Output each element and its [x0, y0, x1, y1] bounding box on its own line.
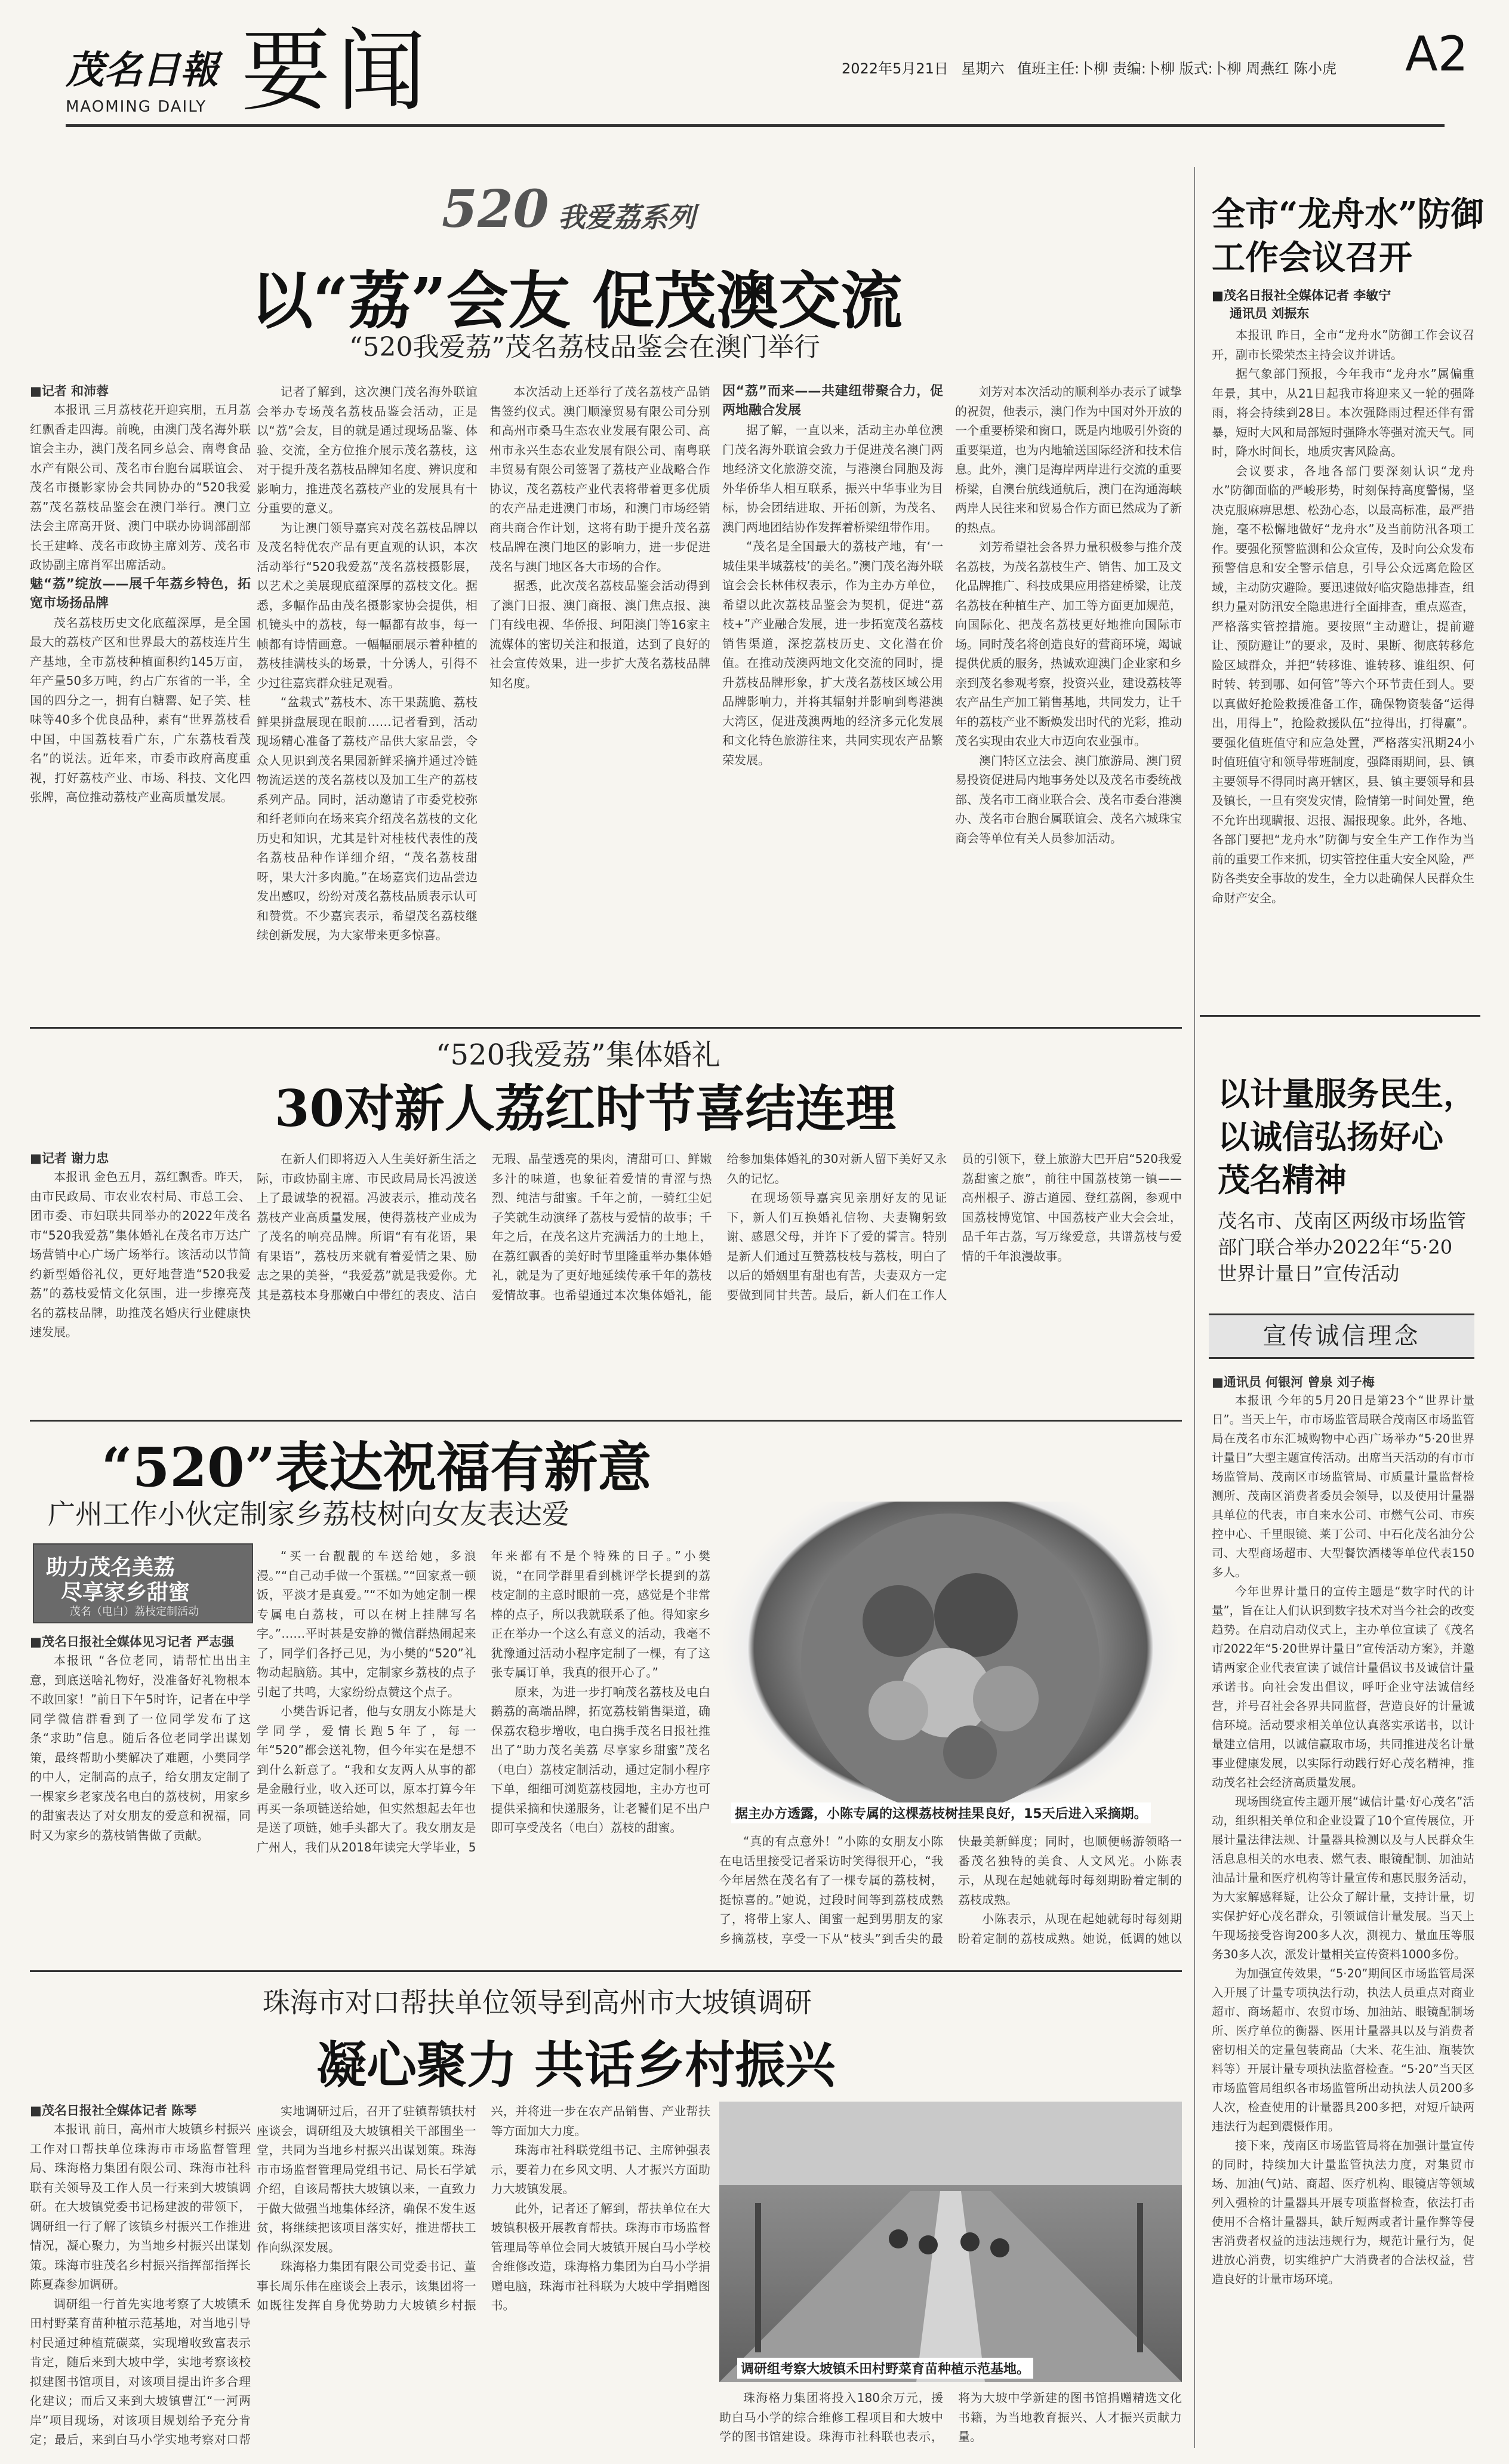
- lead-p4: 为让澳门领导嘉宾对茂名荔枝品牌以及茂名特优农产品有更直观的认识，本次活动举行“520我爱荔”茂名荔枝摄影展，以艺术之美展现底蕴深厚的荔枝文化。据悉，多幅作品由茂名摄影家协会提供，相机镜头中的荔枝，每一幅都有故事，每一帧都有诗情画意。一幅幅丽展示着种植的荔枝挂满枝头的场景，十分诱人，引得不少过往嘉宾群众驻足观看。: [257, 520, 478, 690]
- measure-p5: 接下来，茂南区市场监管局将在加强计量宣传的同时，持续加大计量监管执法力度，对集贸市场、加油(气)站、商超、医疗机构、眼镜店等领域列入强检的计量器具开展专项监督检查，依法打击使用不合格计量器具，缺斤短两或者计量作弊等侵害消费者权益的违法违规行为，规范计量行为，促进放心消费，切实维护广大消费者的合法权益，营造良好的计量市场环境。: [1212, 2139, 1474, 2286]
- rural-p3: 实地调研过后，召开了驻镇帮镇扶村座谈会，调研组及大坡镇相关干部围坐一堂，共同为当地乡村振兴出谋划策。珠海市市场监督管理局党组书记、局长石学斌介绍，自该局帮扶大坡镇以来，一直致力于做大做强当地集体经济，确保不发生返贫，将继续把该项目落实好，推进帮扶工作向纵深发展。: [257, 2104, 476, 2254]
- measure-banner-text: 宣传诚信理念: [1262, 1322, 1421, 1350]
- right-column-divider: [1194, 167, 1195, 2448]
- lead-p10: 刘芳对本次活动的顺利举办表示了诚挚的祝贺，他表示，澳门作为中国对外开放的一个重要桥梁和窗口，既是内地吸引外资的重要渠道，也为内地输送国际经济和技术信息。此外，澳门是海岸两岸进行交流的重要桥梁，自澳台航线通航后，澳门在沟通海峡两岸人民往来和贸易合作方面已然成为了新的热点。: [955, 384, 1182, 535]
- lead-p3: 记者了解到，这次澳门茂名海外联谊会举办专场茂名荔枝品鉴会活动，正是以“荔”会友，目的就是通过现场品鉴、体验、交流，全方位推介展示茂名荔枝，这对于提升茂名荔枝品牌知名度、辨识度和影响力，推进茂名荔枝产业的发展具有十分重要的意义。: [257, 384, 478, 515]
- wedding-col-2: [257, 1149, 1182, 1415]
- wedding-col-1: [30, 1149, 251, 1415]
- lead-col-5: [955, 382, 1182, 1021]
- page-number: A2: [1405, 26, 1468, 82]
- gift-col-1: [30, 1633, 251, 1964]
- field-illustration: [719, 2102, 1182, 2382]
- lead-p1: 本报讯 三月荔枝花开迎宾朋，五月荔红飘香走四海。前晚，由澳门茂名海外联谊会主办，澳门茂名同乡总会、南粤食品水产有限公司、茂名市台胞台属联谊会、茂名市摄影家协会共同协办的“520我爱荔”茂名荔枝品鉴会在澳门举行。澳门立法会主席高开贤、澳门中联办协调部副部长王建峰、茂名市政协主席刘芳、茂名市政协副主席肖军出席活动。: [30, 402, 251, 572]
- measure-sub-line-3: 世界计量日”宣传活动: [1218, 1262, 1400, 1285]
- gift-ad-banner: [33, 1543, 253, 1623]
- measure-p2: 今年世界计量日的宣传主题是“数字时代的计量”，旨在让人们认识到数字技术对当今社会的改变趋势。在启动启动仪式上，主办单位宣读了《茂名市2022年“5·20世界计量日”宣传活动方案》，并邀请两家企业代表宣读了诚信计量倡议书及诚信计量承诺书。向社会发出倡议，呼吁企业守法诚信经营，并号召社会各界共同监督，营造良好的计量诚信环境。活动要求相关单位认真落实承诺书，以计量建立信用，以诚信赢取市场，共同推进茂名计量事业健康发展，以实际行动践行好心茂名精神，推动茂名社会经济高质量发展。: [1212, 1585, 1474, 1789]
- series-logo: [442, 179, 695, 239]
- series-logo-num: 520: [442, 179, 549, 239]
- lead-col-4: [722, 382, 943, 1021]
- lead-subhead-1: 魅“荔”绽放——展千年荔乡特色，拓宽市场扬品牌: [30, 576, 251, 611]
- flood-p3: 会议要求，各地各部门要深刻认识“龙舟水”防御面临的严峻形势，时刻保持高度警惕，坚决克服麻痹思想、松劲心态，以最高标准，最严措施，毫不松懈地做好“龙舟水”及当前防汛各项工作。要强化预警监测和公众宣传，及时向公众发布预警信息和安全警示信息，引导公众远离危险区域，主动防灾避险。要迅速做好临灾隐患排查，组织力量对防汛安全隐患进行全面排查，重点巡查，严格落实管控措施。要按照“主动避让，提前避让、预防避让”的要求，及时、果断、彻底转移危险区域群众，并把“转移谁、谁转移、谁组织、何时转、转到哪、如何管”等六个环节责任到人。要以真做好抢险救援准备工作，确保物资装备“运得出，用得上”，抢险救援队伍“拉得出，打得赢”。要强化值班值守和应急处置，严格落实汛期24小时值班值守和领导带班制度，强降雨期间，县、镇主要领导不得同时离开辖区，县、镇主要领导和县及镇长，一旦有突发灾情，险情第一时间处置，绝不允许出现瞒报、迟报、漏报现象。此外，各地、各部门要把“龙舟水”防御与安全生产工作作为当前的重要工作来抓，切实管控住重大安全风险，严防各类安全事故的发生，全力以赴确保人民群众生命财产安全。: [1212, 463, 1474, 905]
- measure-sub-line-2: 部门联合举办2022年“5·20: [1218, 1236, 1453, 1259]
- masthead-rule: [66, 124, 1445, 127]
- gift-bottom-rule: [30, 1970, 1182, 1972]
- rural-p5: 珠海市社科联党组书记、主席钟强表示，要着力在乡风文明、人才振兴方面助力大坡镇发展。: [491, 2143, 710, 2196]
- gift-p1: 本报讯 “各位老同，请帮忙出出主意，到底送啥礼物好，没准备好礼物根本不敢回家！”前日下午5时许，记者在中学同学微信群看到了一位同学发布了这条“求助”信息。随后各位老同学出谋划策，最终帮助小樊解决了难题，小樊同学的中人，定制高的点子，给女朋友定制了一棵家乡老家茂名电白的荔枝树，用家乡的甜蜜表达了对女朋友的爱意和祝福，同时又为家乡的荔枝销售做了贡献。: [30, 1653, 251, 1842]
- gift-p3: 小樊告诉记者，他与女朋友小陈是大学同学，爱情长跑5年了，每一年“520”都会送礼物，但今年实在是想不到什么新意了。“我和女友两人从事的都是金融行业，收入还可以，原本打算今年再买一条项链送给她，但实然想起去年也是送了项链，她手头都大了。我女朋友是广州人，我们从2018年读完大学毕业，5年来都有不是个特殊的日子。”小樊说，“在同学群里看到桃评学长提到的荔枝定制的主意时眼前一亮，感觉是个非常棒的点子，所以我就联系了他。得知家乡正在举办一个这么有意义的活动，我毫不犹豫通过活动小程序定制了一棵，有了这张专属订单，我真的很开心了。”: [257, 1549, 710, 1854]
- gift-byline: ■茂名日报社全媒体见习记者 严志强: [30, 1635, 235, 1649]
- rural-col-2: [257, 2102, 710, 2448]
- gift-subtitle: 广州工作小伙定制家乡荔枝树向女友表达爱: [48, 1498, 569, 1530]
- measure-title-line-1: 以计量服务民生，: [1218, 1075, 1476, 1113]
- rural-title: 凝心聚力 共话乡村振兴: [316, 2035, 836, 2094]
- flood-byline-2: 通讯员 刘振东: [1230, 306, 1310, 321]
- flood-byline: [1212, 287, 1468, 322]
- lead-p7: 据悉，此次茂名荔枝品鉴会活动得到了澳门日报、澳门商报、澳门焦点报、澳门有线电视、华侨报、珂阳澳门等16家主流媒体的密切关注和报道，达到了良好的社会宣传效果，进一步扩大茂名荔枝品牌知名度。: [489, 579, 710, 690]
- lead-p6: 本次活动上还举行了茂名荔枝产品销售签约仪式。澳门顺濠贸易有限公司分别和高州市桑马生态农业发展有限公司、高州市永兴生态农业发展有限公司、南粤联丰贸易有限公司签署了荔枝产业战略合作协议，茂名荔枝产业代表将带着更多优质的农产品走进澳门市场，和澳门市场经销商共商合作计划，这将有助于提升茂名荔枝品牌在澳门地区的影响力，进一步促进茂名与澳门地区各大市场的合作。: [489, 384, 710, 574]
- flood-title-line-2: 工作会议召开: [1212, 238, 1412, 278]
- flood-p2: 据气象部门预报，今年我市“龙舟水”属偏重年景，其中，从21日起我市将迎来又一轮的强降雨，将会持续到28日。本次强降雨过程还伴有雷暴，短时大风和局部短时强降水等强对流天气。同时，降水时间长，地质灾害风险高。: [1212, 367, 1474, 459]
- logo-text: 茂名日報: [66, 48, 218, 93]
- lead-bottom-rule: [30, 1027, 1182, 1029]
- gift-title: “520”表达祝福有新意: [101, 1436, 652, 1499]
- rural-p4: 珠海格力集团有限公司党委书记、董事长周乐伟在座谈会上表示，该集团将一如既往发挥自身优势助力大坡镇乡村振兴，并将进一步在农产品销售、产业帮扶等方面加大力度。: [257, 2104, 710, 2312]
- flood-p1: 本报讯 昨日，全市“龙舟水”防御工作会议召开，副市长梁荣杰主持会议并讲话。: [1212, 328, 1474, 362]
- logo-en: MAOMING DAILY: [66, 98, 207, 116]
- lead-col-3: [489, 382, 710, 1021]
- field-photo: [719, 2102, 1182, 2382]
- measure-banner: [1209, 1313, 1474, 1359]
- rural-byline: ■茂名日报社全媒体记者 陈琴: [30, 2103, 197, 2118]
- editor-credits: 值班主任:卜柳 责编:卜柳 版式:卜柳 周燕红 陈小虎: [1017, 60, 1336, 77]
- rural-p7: 珠海格力集团将投入180余万元，援助白马小学的综合维修工程项目和大坡中学的图书馆建设。珠海市社科联也表示，将为大坡中学新建的图书馆捐赠精选文化书籍，为当地教育振兴、人才振兴贡献力量。: [719, 2391, 1182, 2444]
- lead-byline: ■记者 和沛蓉: [30, 384, 109, 398]
- measure-sub-line-1: 茂名市、茂南区两级市场监管: [1218, 1210, 1467, 1232]
- measure-p1: 本报讯 今年的5月20日是第23个“世界计量日”。当天上午，市市场监管局联合茂南区市场监管局在茂名市东汇城购物中心西广场举办“5·20世界计量日”大型主题宣传活动。出席当天活动的有市市场监管局、茂南区市场监管局、市质量计量监督检测所、茂南区消费者委员会领导，以及使用计量器具单位的代表，市自来水公司、市燃气公司、市疾控中心、千里眼镜、莱丁公司、中石化茂名油分公司、大型商场超市、大型餐饮酒楼等单位代表150多人。: [1212, 1394, 1474, 1579]
- rural-col-3: [719, 2388, 1182, 2448]
- measure-p3: 现场围绕宣传主题开展“诚信计量·好心茂名”活动，组织相关单位和企业设置了10个宣传展位，开展计量法律法规、计量器具检测以及与人民群众生活息息相关的水电表、燃气表、眼镜配制、加油站油品计量和医疗机构等计量宣传和惠民服务活动，为大家解感释疑，让公众了解计量，支持计量，切实保护好心茂名群众，引领诚信计量发展。当天上午现场接受咨询200多人次，测视力、量血压等服务30多人次，派发计量相关宣传资料1000多份。: [1212, 1795, 1474, 1961]
- measure-title-line-2: 以诚信弘扬好心: [1218, 1118, 1443, 1156]
- flood-body: [1212, 325, 1474, 1003]
- ad-line-3: 茂名（电白）荔枝定制活动: [70, 1605, 199, 1618]
- rural-p6: 此外，记者还了解到，帮扶单位在大坡镇积极开展教育帮扶。珠海市市场监督管理局等单位会同大坡镇开展白马小学校舍维修改造，珠海格力集团为白马小学捐赠电脑，珠海市社科联为大坡中学捐赠图书。: [491, 2201, 710, 2312]
- lead-p12: 澳门特区立法会、澳门旅游局、澳门贸易投资促进局内地事务处以及茂名市委统战部、茂名市工商业联合会、茂名市委台港澳办、茂名市台胞台属联谊会、茂名六城珠宝商会等单位有关人员参加活动。: [955, 753, 1182, 845]
- lead-p9: “茂名是全国最大的荔枝产地，有‘一城佳果半城荔枝’的美名。”澳门茂名海外联谊会会长林伟权表示，作为主办方单位，希望以此次荔枝品鉴会为契机，促进“荔枝+”产业融合发展，进一步拓宽茂名荔枝销售渠道，深挖荔枝历史、文化潜在价值。在推动茂澳两地文化交流的同时，提升荔枝品牌形象，扩大茂名荔枝区域公用品牌影响力，并将其辐射并影响到粤港澳大湾区，促进茂澳两地的经济多元化发展和文化特色旅游往来，共同实现农产品繁荣发展。: [722, 539, 943, 767]
- lead-p11: 刘芳希望社会各界力量积极参与推介茂名荔枝，为茂名荔枝生产、销售、加工及文化品牌推广、科技成果应用搭建桥梁，让茂名荔枝在种植生产、加工等方面更加规范，向国际化、把茂名荔枝更好地推向国际市场。同时茂名将创造良好的营商环境，竭诚提供优质的服务，热诚欢迎澳门企业家和乡亲到茂名参观考察，投资兴业，建设荔枝等农产品生产加工销售基地，共同发力，让千年的荔枝产业不断焕发出时代的光彩，推动茂名实现由农业大市迈向农业强市。: [955, 540, 1182, 748]
- lead-title: 以“荔”会友 促茂澳交流: [251, 264, 903, 337]
- wedding-byline: ■记者 谢力忠: [30, 1151, 109, 1165]
- measure-body: [1212, 1373, 1474, 2448]
- date-line: [842, 57, 1336, 78]
- issue-date: 2022年5月21日: [842, 60, 948, 77]
- measure-byline: ■通讯员 何银河 曾泉 刘子梅: [1212, 1375, 1375, 1389]
- gift-col-3: [719, 1832, 1182, 1964]
- gift-col-2: [257, 1546, 710, 1964]
- wedding-p1: 本报讯 金色五月，荔红飘香。昨天，由市民政局、市农业农村局、市总工会、团市委、市妇联共同举办的2022年茂名市“520我爱荔”集体婚礼在茂名市万达广场营销中心广场广场举行。该活动以节简约新型婚俗礼仪，更好地营造“520我爱荔”的荔枝爱情文化氛围，进一步擦亮茂名的荔枝品牌，助推茂名婚庆行业健康快速发展。: [30, 1170, 251, 1339]
- wedding-title: 30对新人荔红时节喜结连理: [275, 1079, 896, 1138]
- rural-kicker: 珠海市对口帮扶单位领导到高州市大坡镇调研: [263, 1986, 812, 2019]
- section-title: 要闻: [241, 20, 433, 124]
- lychee-illustration: [719, 1502, 1182, 1827]
- right-mid-rule: [1200, 1015, 1480, 1017]
- rural-p2: 调研组一行首先实地考察了大坡镇禾田村野菜育苗种植示范基地，对当地引导村民通过种植荒碳菜，实现增收致富表示肯定，随后来到大坡中学，实地考察该校拟建图书馆项目，对该项目提出许多合理化建议；而后又来到大坡镇曹江“一河两岸”项目现场，对该项目规划给予充分肯定；最后，来到白马小学实地考察对口帮: [30, 2296, 251, 2447]
- lead-p2: 茂名荔枝历史文化底蕴深厚，是全国最大的荔枝产区和世界最大的荔枝连片生产基地，全市荔枝种植面积约145万亩，年产量50多万吨，约占广东省的一半，全国的四分之一，拥有白糖罂、妃子笑、桂味等40多个优良品种，素有“世界荔枝看中国，中国荔枝看广东，广东荔枝看茂名”的说法。近年来，市委市政府高度重视，打好荔枝产业、市场、科技、文化四张牌，高位推动荔枝产业高质量发展。: [30, 615, 251, 804]
- lead-subtitle: “520我爱荔”茂名荔枝品鉴会在澳门举行: [349, 332, 820, 362]
- lead-col-2: [257, 382, 478, 1021]
- flood-byline-1: ■茂名日报社全媒体记者 李敏宁: [1212, 288, 1391, 303]
- measure-title-line-3: 茂名精神: [1218, 1161, 1347, 1199]
- wedding-p2: 在新人们即将迈入人生美好新生活之际，市政协副主席、市民政局局长冯波送上了最诚挚的祝福。冯波表示，推动茂名荔枝产业高质量发展，使得荔枝产业成为了茂名的响亮品牌。所谓“有有花语，果有果语”，荔枝历来就有着爱情之果、励志之果的美誉，“我爱荔”就是我爱你。尤其是荔枝本身那嫩白中带红的表皮、洁白无瑕、晶莹透亮的果肉，清甜可口、鲜嫩多汁的味道，也象征着爱情的青涩与热烈、纯洁与甜蜜。千年之前，一骑红尘妃子笑就生动演绎了荔枝与爱情的故事；千年之后，在茂名这片充满活力的土地上，在荔红飘香的美好时节里隆重举办集体婚礼，就是为了更好地延续传承千年的荔枝爱情故事。也希望通过本次集体婚礼，能给参加集体婚礼的30对新人留下美好又永久的记忆。: [257, 1152, 947, 1302]
- gift-p6: 小陈表示，从现在起她就每时每刻期盼着定制的荔枝成熟。她说，低调的她以: [958, 1912, 1182, 1946]
- wedding-kicker: “520我爱荔”集体婚礼: [436, 1038, 720, 1072]
- field-photo-caption: 调研组考察大坡镇禾田村野菜育苗种植示范基地。: [737, 2358, 1033, 2379]
- wedding-p3: 在现场领导嘉宾见亲朋好友的见证下，新人们互换婚礼信物、夫妻鞠躬致谢、感恩父母，并许下了爱的誓言。特别是新人们通过互赞荔枝枝与荔枝，明白了以后的婚姻里有甜也有苦，夫妻双方一定要做到同甘共苦。最后，新人们在工作人员的引领下，登上旅游大巴开启“520我爱荔甜蜜之旅”，前往中国荔枝第一镇——高州根子、游古道园、登红荔阁，参观中国荔枝博览馆、中国荔枝产业大会会址，品千年古荔，写万缘爱意，共谱荔枝与爱情的千年浪漫故事。: [726, 1152, 1182, 1302]
- gift-p4: 原来，为进一步打响茂名荔枝及电白鹅荔的高端品牌，拓宽荔枝销售渠道，确保荔农稳步增收，电白携手茂名日报社推出了“助力茂名美荔 尽享家乡甜蜜”茂名（电白）荔枝定制活动，通过定制小程序下单，细细可浏览荔枝园地，主办方也可提供采摘和快递服务，让老饕们足不出户即可享受茂名（电白）荔枝的甜蜜。: [491, 1684, 710, 1835]
- gift-p2: “买一台靓靓的车送给她，多浪漫。”“自己动手做一个蛋糕。”“回家煮一顿饭，平淡才是真爱。”“不如为她定制一棵专属电白荔枝，可以在树上挂牌写名字。”……平时甚是安静的微信群热闹起来了，同学们各抒己见，为小樊的“520”礼物动起脑筋。其中，定制家乡荔枝的点子引起了共鸣，大家纷纷点赞这个点子。: [257, 1549, 476, 1699]
- wedding-bottom-rule: [30, 1420, 1182, 1422]
- lead-p8: 据了解，一直以来，活动主办单位澳门茂名海外联谊会致力于促进茂名澳门两地经济文化旅游交流，与港澳台同胞及海外华侨华人相互联系，振兴中华事业为目标，协会团结进取、开拓创新，为茂名、澳门两地团结协作发挥着桥梁纽带作用。: [722, 423, 943, 534]
- ad-line-1: 助力茂名美荔: [46, 1555, 175, 1580]
- flood-title-line-1: 全市“龙舟水”防御: [1212, 195, 1485, 234]
- rural-col-1: [30, 2102, 251, 2448]
- series-logo-text: 我爱荔系列: [558, 201, 695, 233]
- rural-p1: 本报讯 前日，高州市大坡镇乡村振兴工作对口帮扶单位珠海市市场监督管理局、珠海格力集团有限公司、珠海市社科联有关领导及工作人员一行来到大坡镇调研。在大坡镇党委书记杨建波的带领下，调研组一行了解了该镇乡村振兴工作推进情况，凝心聚力，为当地乡村振兴出谋划策。珠海市驻茂名乡村振兴指挥部指挥长陈夏森参加调研。: [30, 2122, 251, 2291]
- ad-line-2: 尽享家乡甜蜜: [61, 1580, 190, 1605]
- measure-p4: 为加强宣传效果，“5·20”期间区市场监管局深入开展了计量专项执法行动，执法人员重点对商业超市、商场超市、农贸市场、加油站、眼镜配制场所、医疗单位的衡器、医用计量器具以及与消费者密切相关的定量包装商品（大米、花生油、瓶装饮料等）开展计量专项执法监督检查。“5·20”当天区市场监管局组织各市场监管所出动执法人员200多人次，检查使用的计量器具200多把，对短斤缺两违法行为起到震慑作用。: [1212, 1967, 1474, 2133]
- lead-p5: “盆栽式”荔枝木、冻干果蔬脆、荔枝鲜果拼盘展现在眼前……记者看到，活动现场精心准备了荔枝产品供大家品尝，令众人见识到茂名果园新鲜采摘并通过冷链物流运送的茂名荔枝以及加工生产的荔枝系列产品。同时，活动邀请了市委党校弥和纤老师向在场来宾介绍茂名荔枝的文化历史和知识，尤其是针对桂枝代表性的茂名荔枝品种作详细介绍，“茂名荔枝甜呀，果大汁多肉脆。”在场嘉宾们边品尝边发出感叹，纷纷对茂名荔枝品质表示认可和赞赏。不少嘉宾表示，希望茂名荔枝继续创新发展，为大家带来更多惊喜。: [257, 695, 478, 942]
- lychee-photo: [719, 1502, 1182, 1827]
- lead-col-1: [30, 382, 251, 1021]
- gift-p5: “真的有点意外！”小陈的女朋友小陈在电话里接受记者采访时笑得很开心，“我今年居然在茂名有了一棵专属的荔枝树，挺惊喜的。”她说，过段时间等到荔枝成熟了，将带上家人、闺蜜一起到男朋友的家乡摘荔枝，享受一下从“枝头”到舌尖的最快最美新鲜度；同时，也顺便畅游领略一番茂名独特的美食、人文风光。小陈表示，从现在起她就每时每刻期盼着定制的荔枝成熟。: [719, 1834, 1182, 1946]
- issue-weekday: 星期六: [961, 60, 1005, 77]
- lead-subhead-2: 因“荔”而来——共建纽带聚合力，促两地融合发展: [722, 384, 943, 418]
- masthead-logo: [66, 39, 218, 116]
- lychee-photo-caption: 据主办方透露，小陈专属的这棵荔枝树挂果良好，15天后进入采摘期。: [731, 1802, 1151, 1823]
